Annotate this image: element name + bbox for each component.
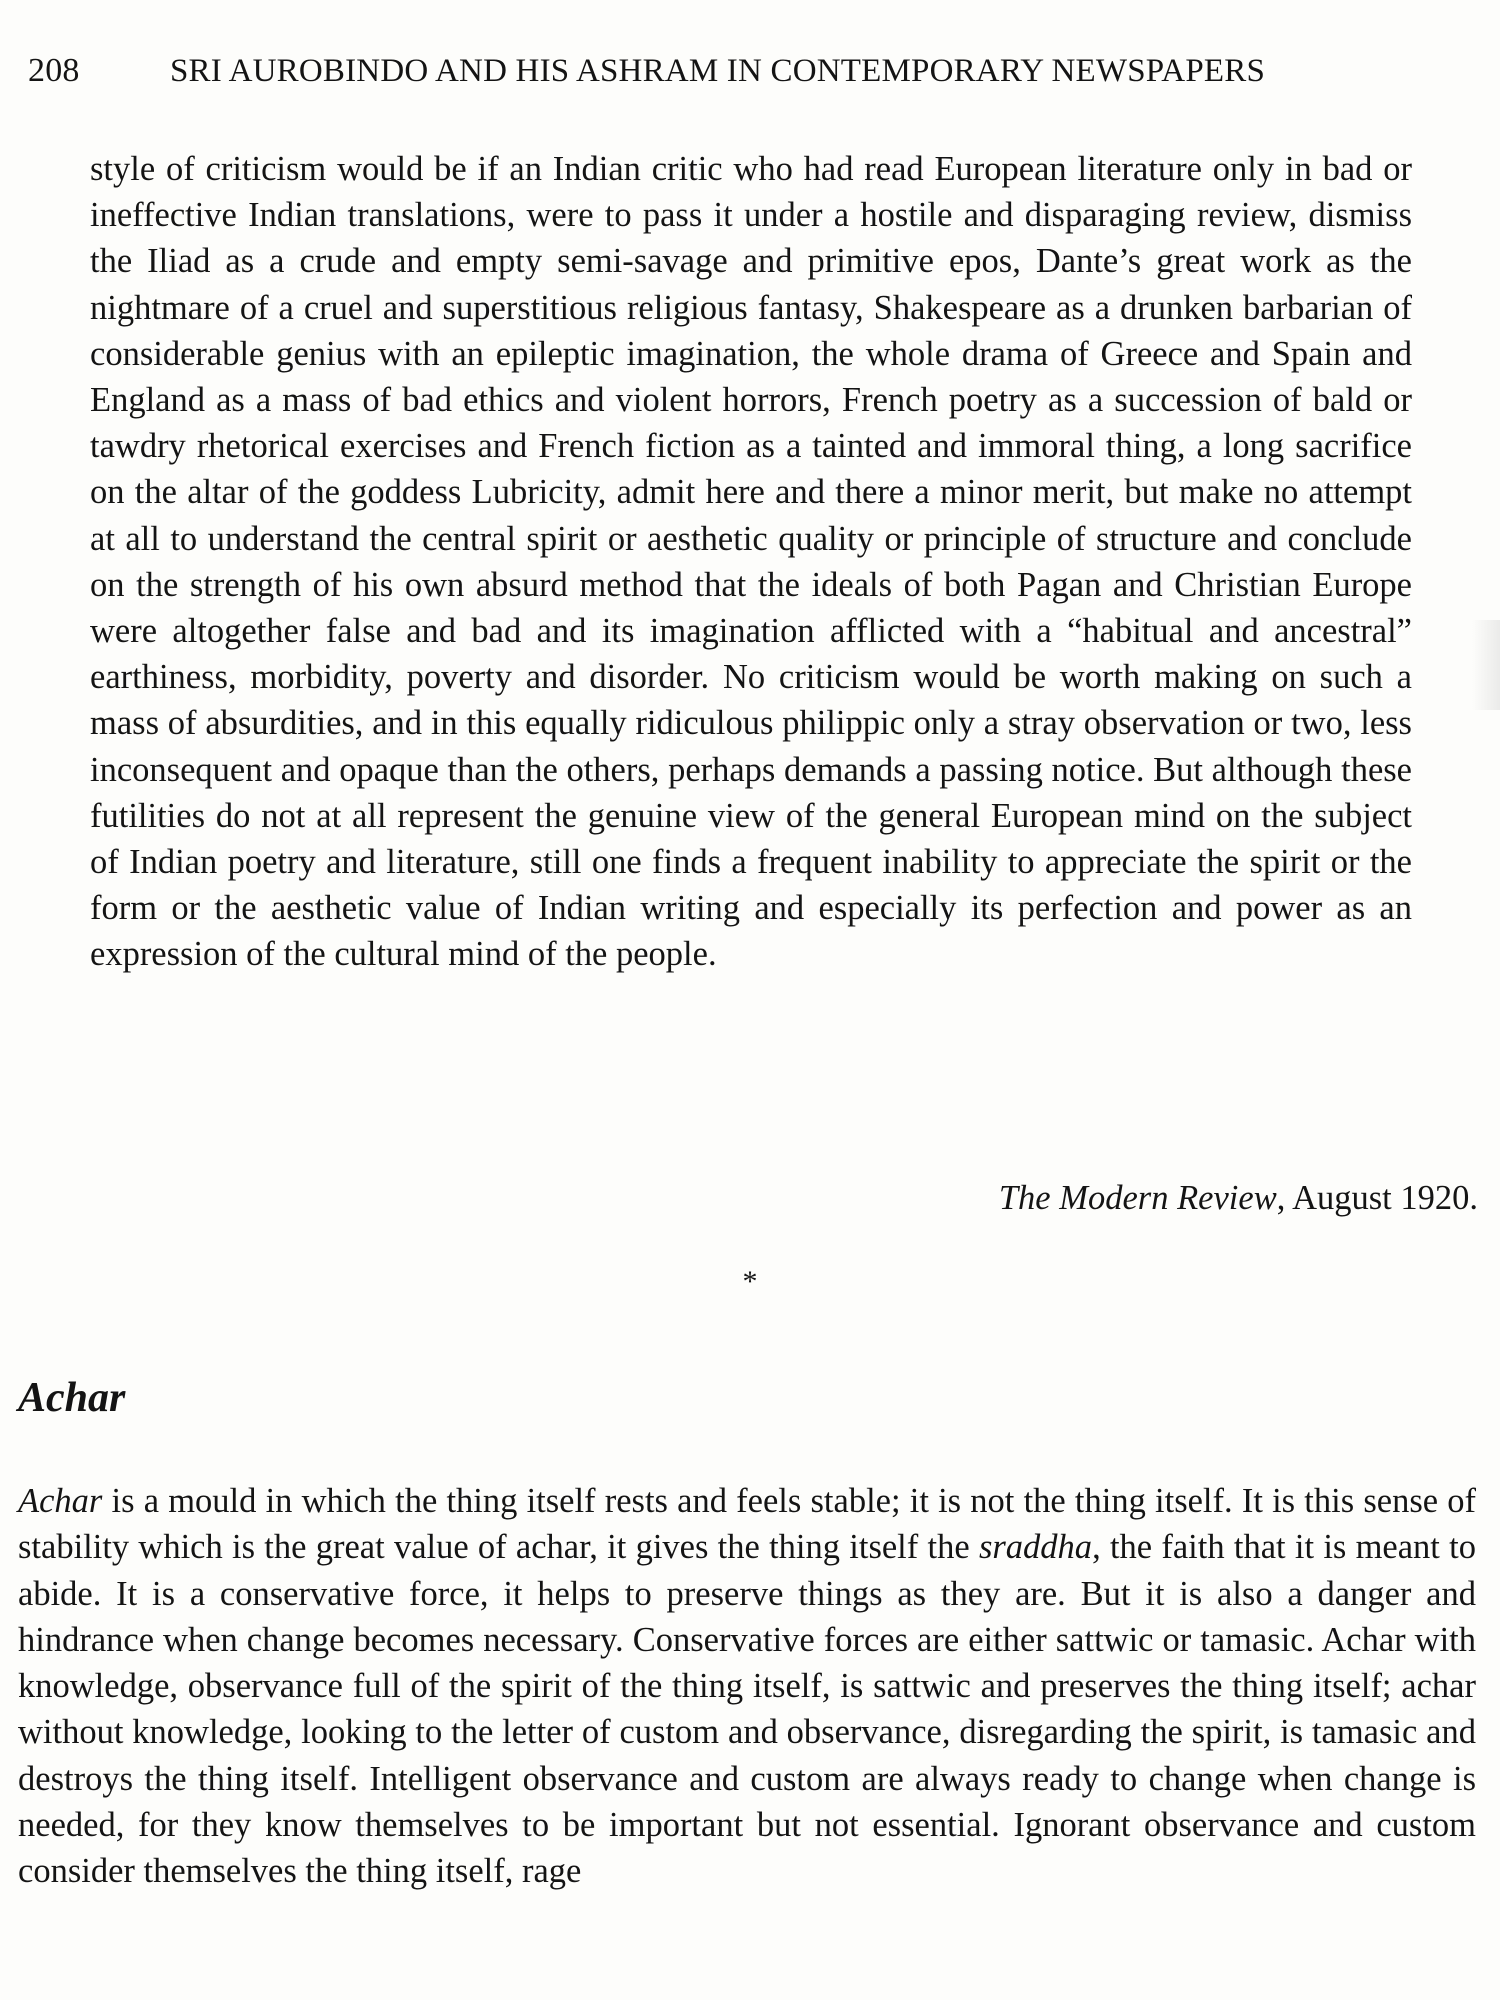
page-number: 208 [28, 52, 80, 89]
paragraph-text-2: , the faith that it is meant to abide. It is a conservative force, it helps to preserve things as they are. But it is also a danger and hindrance when change becomes necessary. Conservative forces are either sattwic or tamasic. Achar with knowledge, observance full of the spirit of the thing itself, is sattwic and preserves the thing itself; achar without knowledge, looking to the letter of custom and observance, disregarding the spirit, is tamasic and destroys the thing itself. Intelligent observance and custom are always ready to change when change is needed, for they know themselves to be important but not essential. Ignorant observance and custom consider themselves the thing itself, rage [18, 1528, 1476, 1891]
quoted-paragraph: style of criticism would be if an Indian critic who had read European literature only in bad or ineffective Indian translations, were to pass it under a hostile and disparaging review, dismiss the Iliad as a crude and empty semi-savage and primitive epos, Dante’s great work as the nightmare of a cruel and superstitious religious fantasy, Shakespeare as a drunken barbarian of considerable genius with an epileptic imagination, the whole drama of Greece and Spain and England as a mass of bad ethics and violent horrors, French poetry as a succession of bald or tawdry rhetorical exercises and French fiction as a tainted and immoral thing, a long sacrifice on the altar of the goddess Lubricity, admit here and there a minor merit, but make no attempt at all to understand the central spirit or aesthetic quality or principle of structure and conclude on the strength of his own absurd method that the ideals of both Pagan and Christian Europe were altogether false and bad and its imagination afflicted with a “habitual and ancestral” earthiness, morbidity, poverty and disorder. No criticism would be worth making on such a mass of absurdities, and in this equally ridiculous philippic only a stray observation or two, less inconsequent and opaque than the others, perhaps demands a passing notice. But although these futilities do not at all represent the genuine view of the general European mind on the subject of Indian poetry and literature, still one finds a frequent inability to appreciate the spirit or the form or the aesthetic value of Indian writing and especially its perfection and power as an expression of the cultural mind of the people. [90, 150, 1412, 974]
section-paragraph [18, 1478, 1476, 1895]
running-title: SRI AUROBINDO AND HIS ASHRAM IN CONTEMPORARY NEWSPAPERS [170, 53, 1266, 89]
section-separator: * [742, 1265, 758, 1298]
citation-source: The Modern Review [998, 1179, 1277, 1217]
paragraph-text-1: is a mould in which the thing itself rests and feels stable; it is not the thing itself. It is this sense of stability which is the great value of achar, it gives the thing itself the [18, 1482, 1476, 1567]
page-edge-shadow [1472, 620, 1500, 710]
lead-term: Achar [18, 1482, 103, 1520]
quoted-passage [90, 146, 1412, 978]
sraddha-term: sraddha [978, 1528, 1093, 1567]
running-head [28, 46, 1430, 96]
section-body [18, 1478, 1476, 1895]
citation [999, 1175, 1478, 1221]
section-heading: Achar [18, 1375, 126, 1421]
citation-date: , August 1920. [1276, 1179, 1478, 1217]
